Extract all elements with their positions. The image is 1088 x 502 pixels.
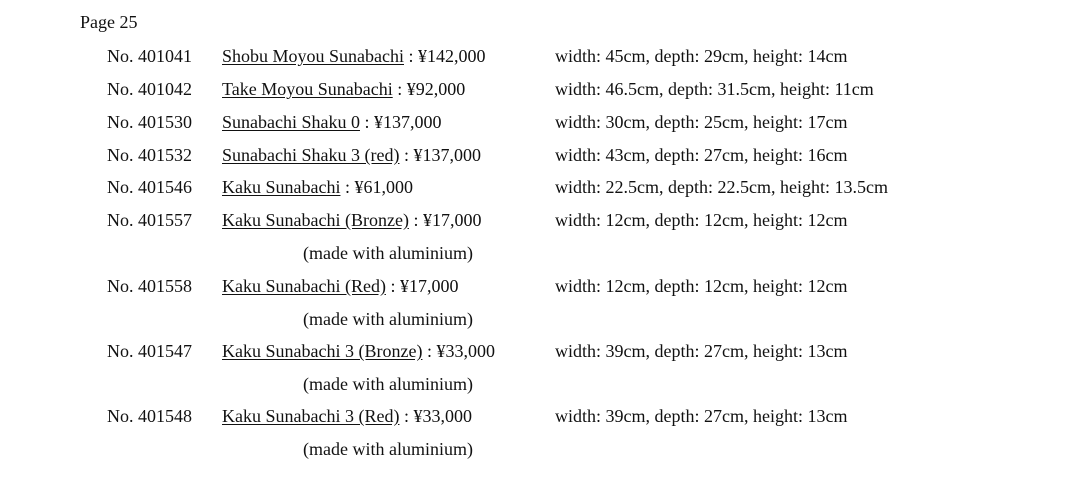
item-description (222, 44, 486, 68)
item-dimensions: width: 39cm, depth: 27cm, height: 13cm (555, 406, 848, 426)
item-price: : ¥92,000 (392, 79, 466, 99)
item-dimensions: width: 30cm, depth: 25cm, height: 17cm (555, 112, 848, 132)
item-price: : ¥137,000 (399, 145, 481, 165)
item-material-note: (made with aluminium) (303, 309, 473, 329)
item-number: No. 401558 (107, 276, 192, 296)
item-name: Kaku Sunabachi 3 (Bronze) (222, 341, 423, 361)
item-price: : ¥61,000 (340, 177, 413, 197)
item-name: Kaku Sunabachi 3 (Red) (222, 406, 400, 426)
item-description (222, 110, 442, 134)
item-price: : ¥142,000 (404, 46, 486, 66)
item-price: : ¥33,000 (422, 341, 495, 361)
item-number: No. 401042 (107, 79, 192, 99)
item-dimensions: width: 43cm, depth: 27cm, height: 16cm (555, 145, 848, 165)
item-name: Kaku Sunabachi (222, 177, 341, 197)
item-number: No. 401546 (107, 177, 192, 197)
item-description (222, 208, 481, 232)
item-dimensions: width: 46.5cm, depth: 31.5cm, height: 11cm (555, 79, 874, 99)
item-name: Kaku Sunabachi (Red) (222, 276, 386, 296)
item-number: No. 401041 (107, 46, 192, 66)
item-dimensions: width: 39cm, depth: 27cm, height: 13cm (555, 341, 848, 361)
item-description (222, 339, 495, 363)
item-material-note: (made with aluminium) (303, 439, 473, 459)
item-price: : ¥17,000 (408, 210, 482, 230)
page-label: Page 25 (80, 12, 138, 32)
item-number: No. 401530 (107, 112, 192, 132)
item-name: Shobu Moyou Sunabachi (222, 46, 404, 66)
item-material-note: (made with aluminium) (303, 243, 473, 263)
item-name: Sunabachi Shaku 3 (red) (222, 145, 400, 165)
item-dimensions: width: 22.5cm, depth: 22.5cm, height: 13.5cm (555, 177, 888, 197)
item-number: No. 401532 (107, 145, 192, 165)
item-description (222, 175, 413, 199)
item-description (222, 143, 481, 167)
item-number: No. 401548 (107, 406, 192, 426)
item-description (222, 404, 472, 428)
item-number: No. 401557 (107, 210, 192, 230)
item-material-note: (made with aluminium) (303, 374, 473, 394)
item-name: Kaku Sunabachi (Bronze) (222, 210, 409, 230)
item-dimensions: width: 45cm, depth: 29cm, height: 14cm (555, 46, 848, 66)
item-dimensions: width: 12cm, depth: 12cm, height: 12cm (555, 210, 848, 230)
item-description (222, 77, 465, 101)
item-dimensions: width: 12cm, depth: 12cm, height: 12cm (555, 276, 848, 296)
item-price: : ¥17,000 (385, 276, 459, 296)
item-name: Take Moyou Sunabachi (222, 79, 393, 99)
item-name: Sunabachi Shaku 0 (222, 112, 360, 132)
item-price: : ¥33,000 (399, 406, 472, 426)
item-price: : ¥137,000 (359, 112, 442, 132)
item-number: No. 401547 (107, 341, 192, 361)
item-description (222, 274, 458, 298)
